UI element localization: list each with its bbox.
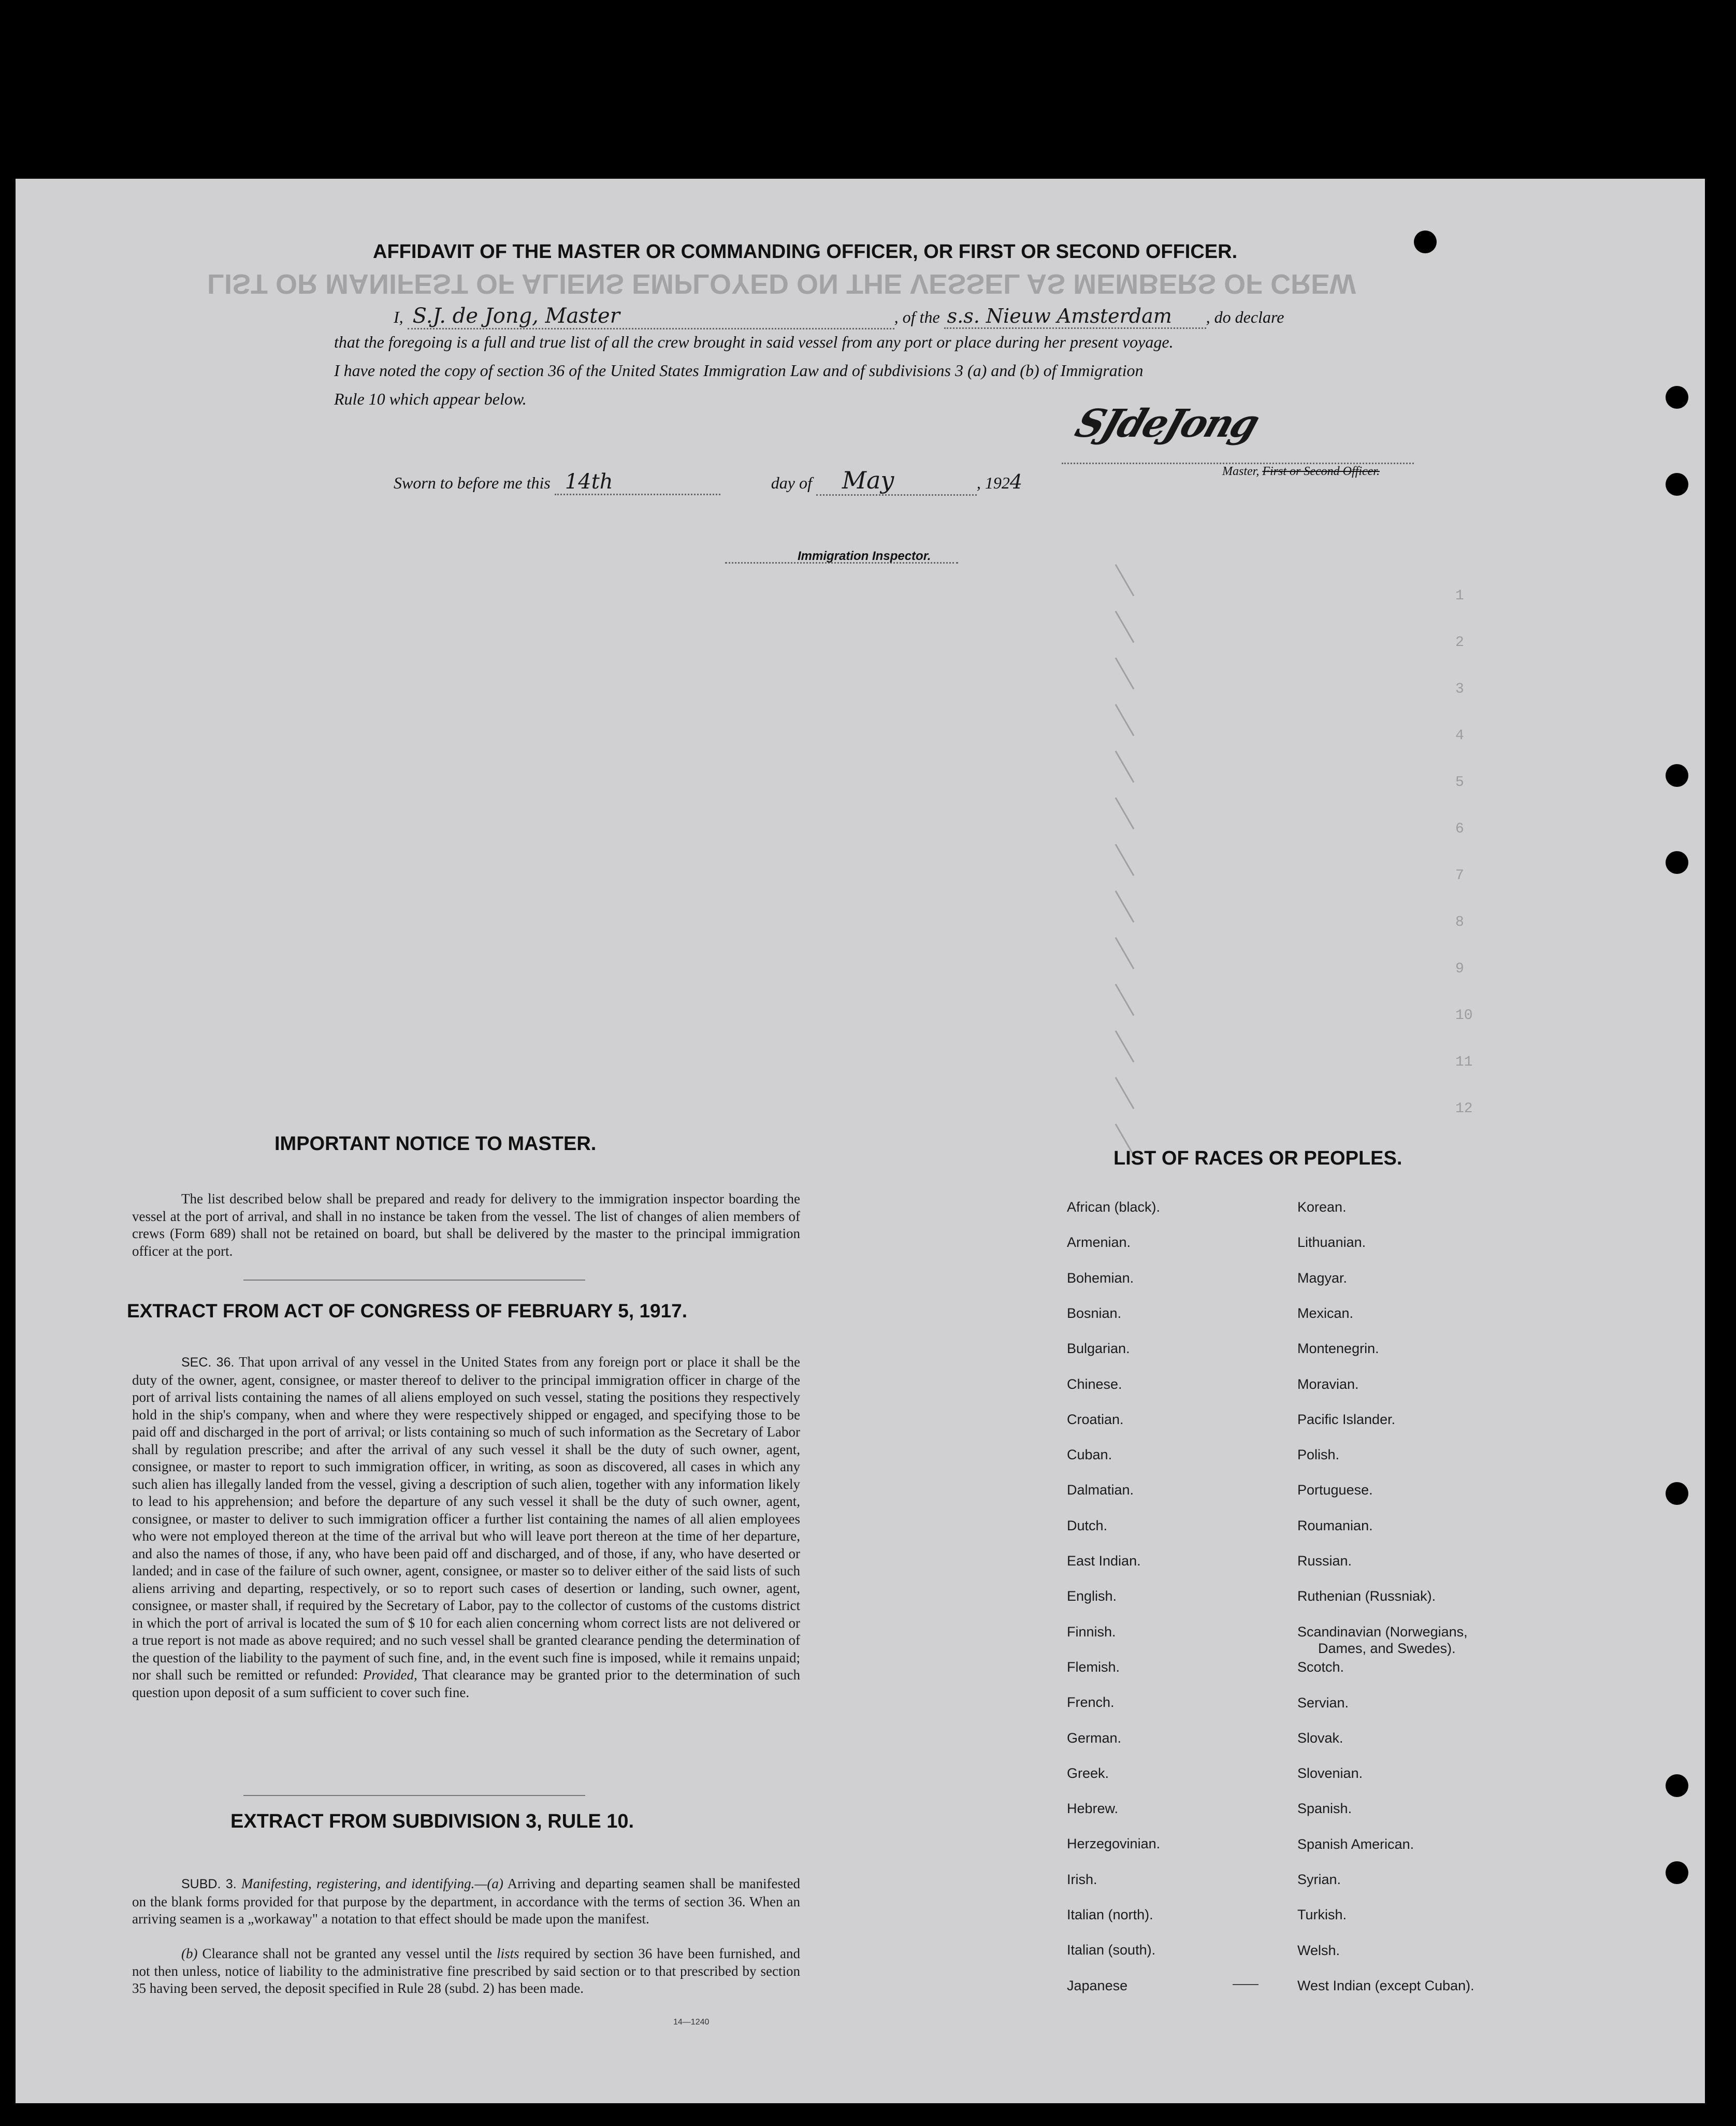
race-item: Roumanian. bbox=[1297, 1517, 1373, 1533]
race-item: Korean. bbox=[1297, 1199, 1347, 1215]
affidavit-line-3: I have noted the copy of section 36 of the United States Immigration Law and of subdivisions 3 (a) and (b) of Immigration bbox=[334, 361, 1144, 380]
bleed-through-row: 3 bbox=[1455, 681, 1464, 697]
rule-para-a bbox=[132, 1875, 800, 1928]
bleed-through-row: 1 bbox=[1455, 588, 1464, 604]
bleed-through-mark bbox=[1115, 657, 1135, 689]
race-item: Hebrew. bbox=[1067, 1801, 1119, 1817]
bleed-through-mark bbox=[1115, 1077, 1135, 1109]
notice-body bbox=[132, 1190, 800, 1260]
race-item: Turkish. bbox=[1297, 1907, 1347, 1923]
race-item: Finnish. bbox=[1067, 1624, 1116, 1640]
race-item: Bulgarian. bbox=[1067, 1341, 1130, 1357]
affidavit-of-the: , of the bbox=[894, 308, 940, 326]
race-item: Welsh. bbox=[1297, 1942, 1340, 1958]
punch-hole bbox=[1666, 764, 1688, 787]
race-item: West Indian (except Cuban). bbox=[1297, 1977, 1474, 1993]
race-item: French. bbox=[1067, 1694, 1115, 1711]
bleed-through-mark bbox=[1115, 1030, 1135, 1062]
race-item: Dames, and Swedes). bbox=[1318, 1640, 1456, 1656]
affidavit-line-1 bbox=[394, 304, 1284, 329]
bleed-through-row: 2 bbox=[1455, 635, 1464, 651]
rule-para-b bbox=[132, 1945, 800, 1998]
race-item: Dalmatian. bbox=[1067, 1482, 1134, 1498]
rule-subd-label: SUBD. 3. bbox=[181, 1877, 237, 1891]
rule-para-a-label: —(a) bbox=[474, 1876, 503, 1891]
race-item: Flemish. bbox=[1067, 1659, 1120, 1675]
races-title: LIST OF RACES OR PEOPLES. bbox=[1113, 1147, 1402, 1169]
race-item: African (black). bbox=[1067, 1199, 1161, 1215]
sworn-line bbox=[394, 466, 1022, 496]
bleed-through-mark bbox=[1115, 751, 1135, 783]
signature-caption-master: Master, bbox=[1222, 465, 1260, 478]
sworn-day: 14th bbox=[555, 470, 720, 495]
race-item: Chinese. bbox=[1067, 1376, 1122, 1392]
signature-caption bbox=[1222, 465, 1380, 479]
race-item: Russian. bbox=[1297, 1553, 1352, 1569]
affidavit-line-4: Rule 10 which appear below. bbox=[334, 390, 527, 408]
race-item: Japanese bbox=[1067, 1977, 1128, 1993]
bleed-through-row: 9 bbox=[1455, 961, 1464, 977]
bleed-through-row: 6 bbox=[1455, 821, 1464, 837]
race-item: Magyar. bbox=[1297, 1270, 1348, 1286]
punch-hole bbox=[1666, 386, 1688, 409]
race-item: Irish. bbox=[1067, 1871, 1097, 1887]
bleed-through-row: 10 bbox=[1455, 1008, 1473, 1024]
rule-para-b-text: required by section 36 have been furnished, and not then unless, notice of liability to the administrative fine prescribed by said section or to that prescribed by section 35 having been served, the deposit specified in Rule 28 (subd. 2) has been made. bbox=[132, 1946, 801, 1996]
bleed-through-mark bbox=[1115, 797, 1135, 829]
race-item: English. bbox=[1067, 1588, 1117, 1604]
bleed-through-mark bbox=[1115, 611, 1135, 643]
sworn-day-of: day of bbox=[771, 473, 812, 492]
race-item: Servian. bbox=[1297, 1694, 1349, 1711]
race-item: Slovak. bbox=[1297, 1730, 1343, 1746]
bleed-through-row: 8 bbox=[1455, 914, 1464, 930]
race-item: German. bbox=[1067, 1730, 1122, 1746]
race-item: Italian (south). bbox=[1067, 1942, 1156, 1958]
divider bbox=[243, 1795, 585, 1796]
affidavit-declare: , do declare bbox=[1206, 308, 1284, 326]
bleed-through-mark bbox=[1115, 984, 1135, 1016]
bleed-through-mark bbox=[1115, 937, 1135, 969]
master-name: S.J. de Jong, Master bbox=[408, 304, 894, 329]
race-item: East Indian. bbox=[1067, 1553, 1141, 1569]
race-item: Scotch. bbox=[1297, 1659, 1344, 1675]
act-section-label: SEC. 36. bbox=[181, 1355, 235, 1370]
sworn-year: , 192 bbox=[976, 473, 1010, 492]
bleed-through-row: 4 bbox=[1455, 728, 1464, 744]
race-item: Herzegovinian. bbox=[1067, 1836, 1161, 1852]
punch-hole bbox=[1666, 1774, 1688, 1797]
punch-hole bbox=[1666, 1482, 1688, 1505]
race-item: Armenian. bbox=[1067, 1234, 1131, 1251]
bleed-through-mark bbox=[1115, 704, 1135, 736]
document-page bbox=[16, 179, 1705, 2103]
race-item: Moravian. bbox=[1297, 1376, 1359, 1392]
punch-hole bbox=[1666, 1861, 1688, 1884]
dash bbox=[1233, 1984, 1258, 1985]
rule-para-a-text: Arriving and departing seamen shall be manifested on the blank forms provided for that purpose by the department, in accordance with the terms of section 36. When an arriving seamen is a „workaway" a notation to that effect should be made upon the manifest. bbox=[132, 1876, 800, 1927]
master-signature: SJdeJong bbox=[1070, 401, 1264, 446]
race-item: Montenegrin. bbox=[1297, 1341, 1379, 1357]
race-item: Scandinavian (Norwegians, bbox=[1297, 1624, 1468, 1640]
rule-para-b-label: (b) bbox=[181, 1946, 198, 1961]
inspector-caption: Immigration Inspector. bbox=[798, 549, 931, 563]
race-item: Croatian. bbox=[1067, 1411, 1124, 1427]
affidavit-prefix: I, bbox=[394, 308, 403, 326]
act-body bbox=[132, 1354, 800, 1701]
notice-body-text: The list described below shall be prepared and ready for delivery to the immigration inspector boarding the vessel at the port of arrival, and shall in no instance be taken from the vessel. The list of changes of alien members of crews (Form 689) shall not be retained on board, but shall be delivered by the master to the principal immigration officer at the port. bbox=[132, 1191, 800, 1259]
race-item: Italian (north). bbox=[1067, 1907, 1153, 1922]
race-item: Slovenian. bbox=[1297, 1765, 1363, 1782]
notice-title: IMPORTANT NOTICE TO MASTER. bbox=[274, 1133, 597, 1155]
act-provided: Provided, bbox=[363, 1667, 417, 1683]
race-item: Bosnian. bbox=[1067, 1305, 1122, 1321]
race-item: Polish. bbox=[1297, 1447, 1340, 1463]
bleed-through-row: 7 bbox=[1455, 868, 1464, 884]
race-item: Lithuanian. bbox=[1297, 1234, 1366, 1251]
sworn-prefix: Sworn to before me this bbox=[394, 473, 551, 492]
act-body-text: That upon arrival of any vessel in the United States from any foreign port or place it shall be the duty of the owner, agent, consignee, or master thereof to deliver to the principal immigration officer in charge of the port of arrival lists containing the names of all aliens employed on such vessel, stating the positions they respectively hold in the ship's company, when and where they were respectively shipped or engaged, and specifying those to be paid off and discharged in the port of arrival; or lists containing so much of such information as the Secretary of Labor shall by regulation prescribe; and after the arrival of any such vessel it shall be the duty of such owner, agent, consignee, or master to report to such immigration officer, in writing, as soon as discovered, all cases in which any such alien has illegally landed from the vessel, giving a description of such alien, together with any information likely to lead to his apprehension; and before the departure of any such vessel it shall be the duty of such owner, agent, consignee, or master to deliver to such immigration officer a further list containing the names of all alien employees who were not employed thereon at the time of the arrival but who will leave port thereon at the time of her departure, and also the names of those, if any, who have been paid off and discharged, and of those, if any, who have deserted or landed; and in case of the failure of such owner, agent, consignee, or master so to deliver either of the said lists of such aliens arriving and departing, respectively, or so to report such cases of desertion or landing, such owner, agent, consignee, or master shall, if required by the Secretary of Labor, pay to the collector of customs of the customs district in which the port of arrival is located the sum of $ 10 for each alien concerning whom correct lists are not delivered or a true report is not made as above required; and no such vessel shall be granted clearance pending the determination of the question of the liability to the payment of such fine, and, in the event such fine is imposed, while it remains unpaid; nor shall such be remitted or refunded: bbox=[132, 1354, 800, 1683]
rule-para-b-lists: lists bbox=[497, 1946, 519, 1961]
rule-title: EXTRACT FROM SUBDIVISION 3, RULE 10. bbox=[230, 1811, 634, 1832]
act-title: EXTRACT FROM ACT OF CONGRESS OF FEBRUARY 5, 1917. bbox=[127, 1300, 688, 1321]
bleed-through-title: LIST OR MANIFEST OF ALIENS EMPLOYED ON THE VESSEL AS MEMBERS OF CREW bbox=[207, 268, 1356, 299]
race-item: Bohemian. bbox=[1067, 1270, 1134, 1286]
punch-hole bbox=[1666, 473, 1688, 496]
affidavit-line-2: that the foregoing is a full and true list of all the crew brought in said vessel from any port or place during her present voyage. bbox=[334, 333, 1174, 351]
bleed-through-row: 5 bbox=[1455, 774, 1464, 791]
act-body-end: That clearance may be granted prior to the determination of such question upon deposit of a sum sufficient to cover such fine. bbox=[132, 1667, 800, 1700]
punch-hole bbox=[1414, 231, 1437, 253]
race-item: Greek. bbox=[1067, 1765, 1109, 1781]
race-item: Dutch. bbox=[1067, 1517, 1108, 1533]
rule-para-b-start: Clearance shall not be granted any vessel until the bbox=[202, 1946, 493, 1961]
race-item: Pacific Islander. bbox=[1297, 1411, 1396, 1427]
bleed-through-row: 12 bbox=[1455, 1101, 1473, 1117]
punch-hole bbox=[1666, 851, 1688, 874]
affidavit-title: AFFIDAVIT OF THE MASTER OR COMMANDING OFFICER, OR FIRST OR SECOND OFFICER. bbox=[373, 241, 1238, 263]
race-item: Cuban. bbox=[1067, 1447, 1112, 1463]
form-number: 14—1240 bbox=[673, 2018, 710, 2027]
bleed-through-row: 11 bbox=[1455, 1054, 1473, 1070]
divider bbox=[243, 1280, 585, 1281]
bleed-through-mark bbox=[1115, 844, 1135, 876]
bleed-through-mark bbox=[1115, 564, 1135, 596]
signature-caption-officer: First or Second Officer. bbox=[1262, 465, 1380, 478]
sworn-month: May bbox=[816, 466, 977, 496]
race-item: Mexican. bbox=[1297, 1305, 1354, 1321]
sworn-year-digit: 4 bbox=[1009, 470, 1023, 493]
race-item: Spanish American. bbox=[1297, 1836, 1414, 1852]
bleed-through-mark bbox=[1115, 890, 1135, 923]
vessel-name: s.s. Nieuw Amsterdam bbox=[944, 305, 1206, 329]
race-item: Portuguese. bbox=[1297, 1482, 1373, 1498]
signature-line bbox=[1062, 463, 1414, 464]
race-item: Spanish. bbox=[1297, 1801, 1352, 1817]
race-item: Syrian. bbox=[1297, 1872, 1341, 1887]
race-item: Ruthenian (Russniak). bbox=[1297, 1588, 1436, 1604]
rule-subd-heading: Manifesting, registering, and identifying. bbox=[241, 1876, 475, 1891]
